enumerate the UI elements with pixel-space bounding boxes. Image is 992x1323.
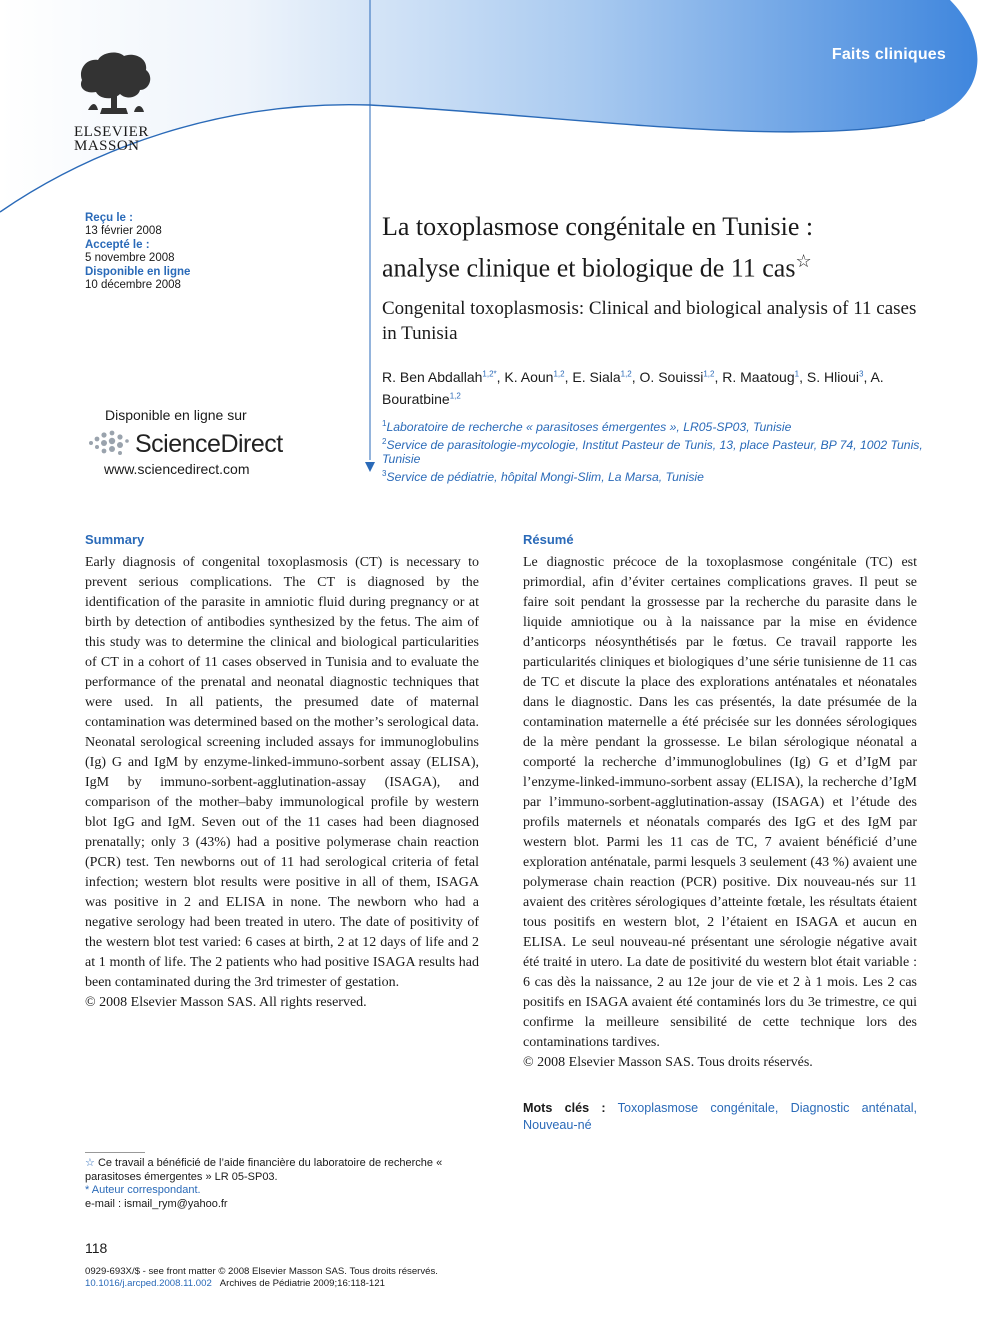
article-title-english: Congenital toxoplasmosis: Clinical and biological analysis of 11 cases in Tunisia xyxy=(382,298,917,344)
sciencedirect-block[interactable] xyxy=(85,407,285,477)
tree-logo-icon xyxy=(74,50,154,120)
author xyxy=(722,369,807,385)
author-affiliation-ref[interactable]: 3 xyxy=(859,369,864,378)
keywords-label: Mots clés : xyxy=(523,1101,606,1115)
article-title xyxy=(382,210,922,286)
author xyxy=(504,369,572,385)
sciencedirect-name: ScienceDirect xyxy=(135,429,283,458)
footnote-funding xyxy=(85,1157,485,1184)
summary-heading: Summary xyxy=(85,532,145,547)
elsevier-masson-logo xyxy=(74,50,164,153)
sciencedirect-dots-icon xyxy=(85,429,129,459)
title-line-2 xyxy=(382,244,922,286)
author-name: K. Aoun xyxy=(504,368,554,385)
affiliation-list xyxy=(382,417,927,485)
affiliation-item xyxy=(382,467,927,485)
page-number: 118 xyxy=(85,1240,108,1256)
sciencedirect-url-link[interactable]: www.sciencedirect.com xyxy=(104,461,250,477)
author-list xyxy=(382,364,927,409)
affiliation-number: 2 xyxy=(382,436,387,446)
affiliation-number: 3 xyxy=(382,468,387,478)
author-name: R. Ben Abdallah xyxy=(382,368,483,385)
author-affiliation-ref[interactable]: 1,2 xyxy=(703,369,715,378)
logo-line-elsevier: ELSEVIER xyxy=(74,124,149,140)
title-line-2-text: analyse clinique et biologique de 11 cas xyxy=(382,253,796,283)
resume-copyright: © 2008 Elsevier Masson SAS. Tous droits réservés. xyxy=(523,1055,813,1070)
title-star-icon[interactable]: ☆ xyxy=(795,251,812,271)
sciencedirect-logo xyxy=(85,429,285,459)
received-label: Reçu le : xyxy=(85,212,133,224)
doi-link[interactable]: 10.1016/j.arcped.2008.11.002 xyxy=(85,1278,212,1289)
author-name: A. Bouratbine xyxy=(382,368,884,408)
affiliation-text: Laboratoire de recherche « parasitoses émergentes », LR05-SP03, Tunisie xyxy=(386,420,792,435)
article-dates xyxy=(85,212,190,292)
author-separator: , xyxy=(564,368,573,385)
accepted-label: Accepté le : xyxy=(85,238,150,251)
affiliation-item xyxy=(382,435,927,467)
footnotes xyxy=(85,1157,485,1211)
corresponding-author-label: Auteur correspondant. xyxy=(91,1184,201,1196)
author-separator: , xyxy=(496,368,505,385)
footnote-email xyxy=(85,1198,485,1212)
colophon-refs xyxy=(85,1278,438,1290)
sciencedirect-available-text: Disponible en ligne sur xyxy=(105,407,247,423)
footnote-funding-text: Ce travail a bénéficié de l’aide financière du laboratoire de recherche « parasitoses émergentes » LR 05-SP03. xyxy=(85,1157,443,1183)
affiliation-item xyxy=(382,417,927,435)
author-name: E. Siala xyxy=(572,368,621,385)
author-affiliation-ref[interactable]: 1,2 xyxy=(553,369,565,378)
vertical-guide-line-lower xyxy=(362,240,378,475)
author-separator: , xyxy=(631,368,640,385)
keywords xyxy=(523,1100,917,1134)
title-line-1: La toxoplasmose congénitale en Tunisie : xyxy=(382,212,814,241)
author xyxy=(382,369,504,385)
author-name: O. Souissi xyxy=(639,368,704,385)
asterisk-mark: * xyxy=(85,1184,90,1196)
footnote-divider xyxy=(85,1152,145,1153)
resume-body: Le diagnostic précoce de la toxoplasmose congénitale (TC) est primordial, afin d’éviter certaines complications graves. Il peut se faire soit pendant la grossesse par la recherche du parasite dans le liquide amniotique ou à la naissance par la mise en évidence d’anticorps néosynthétisés par le fœtus. Ce travail rapporte les particularités cliniques et biologiques d’une série tunisienne de 11 cas de TC et discute la place des explorations anténatales et néonatales dans le diagnostic. Dans les cas présentés, la date présumée de la contamination maternelle a été précisée sur les données sérologiques de la mère pendant la grossesse. Le bilan sérologique néonatal a comporté la recherche d’immunoglobulines (Ig) G et d’IgM par l’enzyme-linked-immuno-sorbent assay (ELISA), la recherche d’IgM par l’immuno-sorbent-agglutination-assay (ISAGA) et l’étude des profils maternels et néonatals comparés des IgG et des IgM par western blot. Parmi les 11 cas de TC, 7 avaient bénéficié d’une exploration anténatale, parmi lesquels 3 seulement (43 %) avaient une polymerase chain reaction (PCR) positive. Dix nouveau-nés sur 11 avaient des critères sérologiques d’atteinte fœtale, les résultats étaient tous positifs en western blot, 2 l’étaient en ISAGA et aucun en ELISA. Le seul nouveau-né présentant une sérologie négative avait été traité in utero. La date de positivité du western blot était variable : 6 cas dès la naissance, 2 au 12e jour de vie et 2 à 1 mois. Les 2 cas positifs en ISAGA avaient été contaminés lors du 3e trimestre, ce qui confirme la meilleure sensibilité de cette technique lors des contaminations tardives. xyxy=(523,555,917,1050)
author xyxy=(572,369,639,385)
email-link[interactable]: ismail_rym@yahoo.fr xyxy=(124,1197,228,1210)
arrow-down-icon xyxy=(365,462,375,472)
affiliation-text: Service de parasitologie-mycologie, Institut Pasteur de Tunis, 13, place Pasteur, BP 74, 1002 Tunis, Tunisie xyxy=(382,437,923,467)
author-affiliation-ref[interactable]: 1,2 xyxy=(620,369,632,378)
author-name: S. Hlioui xyxy=(806,368,859,385)
affiliation-text: Service de pédiatrie, hôpital Mongi-Slim, La Marsa, Tunisie xyxy=(386,469,704,484)
author-affiliation-ref[interactable]: 1 xyxy=(794,369,800,378)
author-separator: , xyxy=(714,368,723,385)
summary-copyright: © 2008 Elsevier Masson SAS. All rights reserved. xyxy=(85,995,367,1010)
footnote-corresponding xyxy=(85,1184,485,1198)
author-separator: , xyxy=(863,368,871,385)
online-label: Disponible en ligne xyxy=(85,265,191,278)
logo-line-masson: MASSON xyxy=(74,138,140,154)
colophon-line: 0929-693X/$ - see front matter © 2008 Elsevier Masson SAS. Tous droits réservés. xyxy=(85,1266,438,1277)
author xyxy=(807,369,871,385)
resume-section xyxy=(523,532,917,1073)
email-label: e-mail : xyxy=(85,1197,122,1210)
resume-heading: Résumé xyxy=(523,532,574,547)
section-tag: Faits cliniques xyxy=(831,46,946,63)
author-affiliation-ref[interactable]: 1,2* xyxy=(482,369,497,378)
summary-section xyxy=(85,532,479,1013)
journal-citation: Archives de Pédiatrie 2009;16:118-121 xyxy=(219,1278,385,1289)
author-name: R. Maatoug xyxy=(722,368,795,385)
affiliation-number: 1 xyxy=(382,419,387,428)
author-separator: , xyxy=(799,368,807,385)
keywords-values[interactable]: Toxoplasmose congénitale, Diagnostic anténatal, Nouveau-né xyxy=(523,1101,917,1132)
author-affiliation-ref[interactable]: 1,2 xyxy=(449,391,461,401)
author xyxy=(640,369,723,385)
online-date: 10 décembre 2008 xyxy=(85,279,181,292)
summary-body: Early diagnosis of congenital toxoplasmosis (CT) is necessary to prevent serious complications. The CT is diagnosed by the identification of the parasite in amniotic fluid during pregnancy or at birth by detection of antibodies synthesized by the fetus. The aim of this study was to determine the clinical and biological particularities of CT in a cohort of 11 cases observed in Tunisia and to evaluate the performance of the prenatal and neonatal diagnostic techniques that were used. In all patients, the presumed date of maternal contamination was determined based on the mother’s serological data. Neonatal serological screening included assays for immunoglobulins (Ig) G and IgM by enzyme-linked-immuno-sorbent assay (ELISA), IgM by immuno-sorbent-agglutination-assay (ISAGA), and comparison of the mother–baby immunological profile by western blot IgG and IgM. Seven out of the 11 cases had been diagnosed prenatally; only 3 (43%) had a positive polymerase chain reaction (PCR) test. Ten newborns out of 11 had serological criteria of fetal infection; western blot results were positive in all of them, ISAGA was positive in 2 and ELISA in none. The newborn who had a negative serology had been treated in utero. The date of positivity of the western blot test varied: 6 cases at birth, 2 at 12 days of life and 2 at 1 month of life. The 2 patients who had positive ISAGA results had been contaminated during the 3rd trimester of gestation. xyxy=(85,555,479,990)
accepted-date: 5 novembre 2008 xyxy=(85,252,175,265)
received-date: 13 février 2008 xyxy=(85,225,162,238)
star-icon: ☆ xyxy=(85,1157,95,1169)
colophon xyxy=(85,1266,438,1290)
